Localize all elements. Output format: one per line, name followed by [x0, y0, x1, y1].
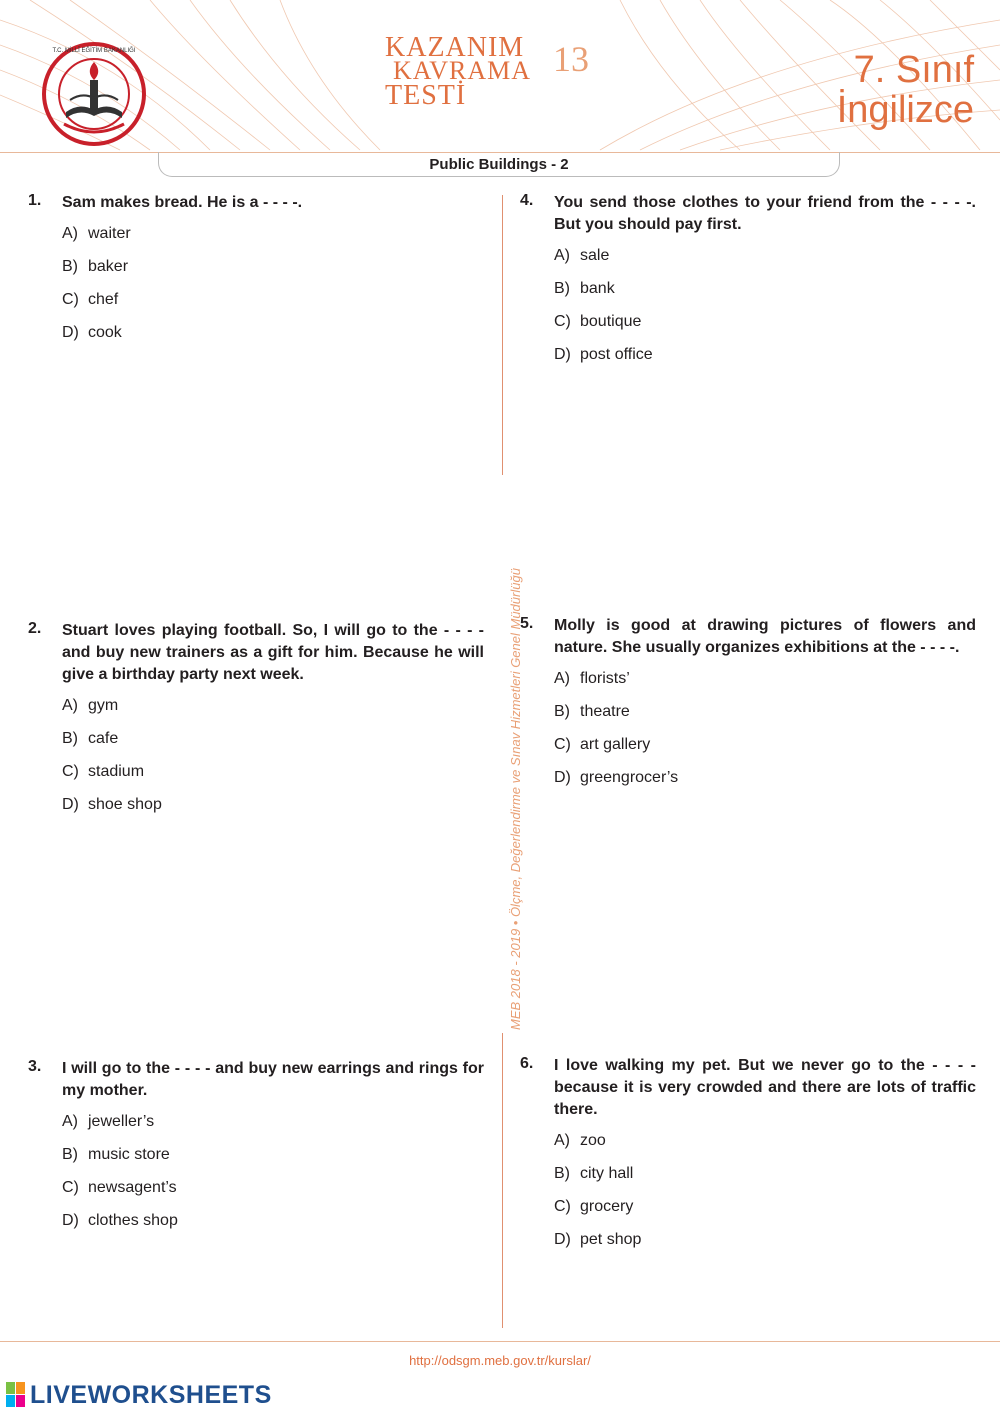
question-text: Stuart loves playing football. So, I will go to the - - - - and buy new trainers as a gift for him. Because he will give a birthday party next week.: [62, 622, 484, 683]
option-text: waiter: [88, 225, 131, 242]
option-text: shoe shop: [88, 796, 162, 813]
option-text: post office: [580, 346, 653, 363]
option-c[interactable]: [62, 283, 484, 316]
option-letter: B): [554, 280, 570, 297]
option-d[interactable]: [62, 1204, 484, 1237]
option-letter: A): [62, 697, 78, 714]
liveworksheets-wordmark: LIVEWORKSHEETS: [30, 1381, 272, 1409]
option-b[interactable]: [554, 695, 976, 728]
column-divider-top: [502, 195, 503, 475]
column-divider-bottom: [502, 1033, 503, 1328]
option-a[interactable]: [62, 1105, 484, 1138]
subject-label: İngilizce: [836, 89, 974, 131]
option-c[interactable]: [554, 728, 976, 761]
option-text: florists’: [580, 670, 630, 687]
option-d[interactable]: [554, 1223, 976, 1256]
question-text: Molly is good at drawing pictures of flowers and nature. She usually organizes exhibitions at the - - - -.: [554, 617, 976, 656]
option-d[interactable]: [554, 338, 976, 371]
logo-text: T.C. MİLLÎ EĞİTİM BAKANLIĞI: [52, 48, 136, 54]
option-text: city hall: [580, 1165, 634, 1182]
option-text: jeweller’s: [88, 1113, 155, 1130]
question-2: [28, 620, 484, 821]
question-6: [520, 1055, 976, 1256]
question-number: 4.: [520, 192, 534, 209]
options-list: [554, 1124, 976, 1256]
option-text: music store: [88, 1146, 170, 1163]
options-list: [62, 689, 484, 821]
option-text: stadium: [88, 763, 145, 780]
question-number: 3.: [28, 1058, 42, 1075]
option-text: art gallery: [580, 736, 651, 753]
option-letter: A): [62, 225, 78, 242]
option-text: chef: [88, 291, 119, 308]
options-list: [554, 662, 976, 794]
question-1: [28, 192, 484, 349]
option-text: greengrocer’s: [580, 769, 679, 786]
option-letter: D): [62, 1212, 79, 1229]
kavram-line-1: KAZANIM: [385, 32, 525, 63]
option-text: clothes shop: [88, 1212, 178, 1229]
kavram-line-2: KAVRAMA: [393, 56, 531, 85]
footer-url-link[interactable]: http://odsgm.meb.gov.tr/kurslar/: [409, 1353, 591, 1368]
test-series-title: [385, 30, 625, 116]
option-a[interactable]: [554, 662, 976, 695]
option-text: newsagent’s: [88, 1179, 177, 1196]
ministry-seal-logo: [40, 40, 148, 148]
option-letter: D): [554, 1231, 571, 1248]
option-letter: B): [62, 1146, 78, 1163]
option-letter: D): [554, 346, 571, 363]
question-number: 1.: [28, 192, 42, 209]
option-text: sale: [580, 247, 610, 264]
option-c[interactable]: [554, 1190, 976, 1223]
side-credit-text: MEB 2018 - 2019 • Ölçme, Değerlendirme ve Sınav Hizmetleri Genel Müdürlüğü: [508, 568, 523, 1030]
option-text: boutique: [580, 313, 642, 330]
question-text: I will go to the - - - - and buy new earrings and rings for my mother.: [62, 1060, 484, 1099]
option-letter: C): [62, 291, 79, 308]
option-letter: C): [62, 1179, 79, 1196]
option-text: theatre: [580, 703, 630, 720]
question-number: 2.: [28, 620, 42, 637]
option-b[interactable]: [554, 1157, 976, 1190]
option-letter: D): [554, 769, 571, 786]
options-list: [62, 1105, 484, 1237]
options-list: [62, 217, 484, 349]
option-text: gym: [88, 697, 119, 714]
kavram-line-3: TESTİ: [385, 80, 467, 111]
option-a[interactable]: [62, 217, 484, 250]
option-b[interactable]: [554, 272, 976, 305]
option-c[interactable]: [62, 755, 484, 788]
option-b[interactable]: [62, 722, 484, 755]
option-letter: C): [554, 313, 571, 330]
option-letter: B): [554, 703, 570, 720]
option-a[interactable]: [554, 1124, 976, 1157]
grade-subject: [837, 50, 974, 130]
option-text: zoo: [580, 1132, 606, 1149]
option-d[interactable]: [62, 316, 484, 349]
question-text: I love walking my pet. But we never go to the - - - - because it is very crowded and there are lots of traffic there.: [554, 1057, 976, 1118]
question-3: [28, 1058, 484, 1237]
grade-label: 7. Sınıf: [853, 49, 974, 91]
options-list: [554, 239, 976, 371]
question-4: [520, 192, 976, 371]
option-letter: D): [62, 324, 79, 341]
worksheet-title: Public Buildings - 2: [158, 152, 840, 177]
option-letter: D): [62, 796, 79, 813]
option-letter: B): [62, 730, 78, 747]
option-c[interactable]: [62, 1171, 484, 1204]
option-a[interactable]: [62, 689, 484, 722]
option-letter: C): [554, 1198, 571, 1215]
option-d[interactable]: [62, 788, 484, 821]
option-a[interactable]: [554, 239, 976, 272]
question-text: Sam makes bread. He is a - - - -.: [62, 194, 303, 211]
question-text: You send those clothes to your friend from the - - - -. But you should pay first.: [554, 194, 976, 233]
option-text: cook: [88, 324, 122, 341]
option-letter: C): [62, 763, 79, 780]
option-d[interactable]: [554, 761, 976, 794]
question-number: 5.: [520, 615, 534, 632]
question-5: [520, 615, 976, 794]
option-letter: B): [554, 1165, 570, 1182]
option-letter: A): [62, 1113, 78, 1130]
option-letter: A): [554, 1132, 570, 1149]
option-text: bank: [580, 280, 615, 297]
liveworksheets-icon: [6, 1382, 26, 1408]
option-b[interactable]: [62, 250, 484, 283]
option-text: baker: [88, 258, 129, 275]
test-number: 13: [553, 39, 589, 79]
option-text: pet shop: [580, 1231, 642, 1248]
option-c[interactable]: [554, 305, 976, 338]
option-letter: B): [62, 258, 78, 275]
option-letter: A): [554, 247, 570, 264]
question-number: 6.: [520, 1055, 534, 1072]
option-letter: C): [554, 736, 571, 753]
option-text: grocery: [580, 1198, 634, 1215]
option-b[interactable]: [62, 1138, 484, 1171]
footer-rule: [0, 1341, 1000, 1342]
option-text: cafe: [88, 730, 119, 747]
option-letter: A): [554, 670, 570, 687]
